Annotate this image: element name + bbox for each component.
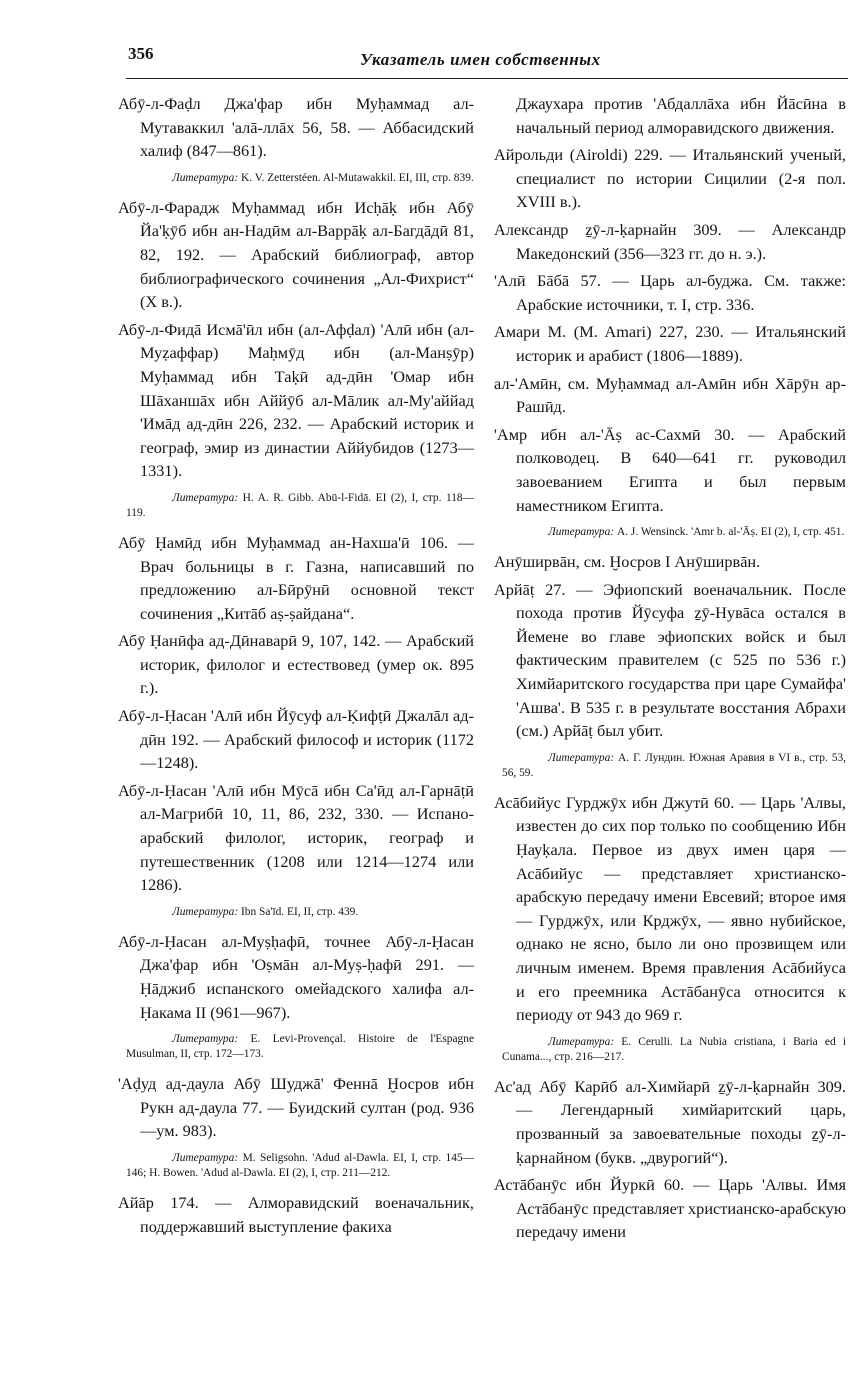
literature-text: E. Cerulli. La Nubia cristiana, i Baria ed i Cunama..., стр. 216—217. <box>502 1035 846 1063</box>
literature-label: Литература: <box>172 1151 239 1164</box>
literature-label: Литература: <box>548 1035 615 1048</box>
literature-label: Литература: <box>172 1033 239 1046</box>
index-entry: Арйāṭ 27. — Эфиопский военачальник. После похода против Йӯсуфа ẕӯ-Нувāса остался в Йемене во главе эфиопских войск и был фактическим правителем (с 525 по 536 г.) Химйаритского государства при царе Сумайфа' 'Ашва'. В 535 г. в результате восстания Абрахи (см.) Арйāṭ был убит. <box>494 579 846 741</box>
index-entry: Александр ẕӯ-л-ḳарнайн 309. — Александр Македонский (356—323 гг. до н. э.). <box>494 219 846 263</box>
index-entry: Абӯ Ḥанӣфа ад-Дӣнаварӣ 9, 107, 142. — Арабский историк, филолог и естествовед (умер ок. 895 г.). <box>118 631 474 698</box>
literature-label: Литература: <box>548 751 615 764</box>
literature-label: Литература: <box>548 526 615 539</box>
literature-label: Литература: <box>172 171 239 184</box>
index-entry: 'Амр ибн ал-'Āṣ ас-Сахмӣ 30. — Арабский полководец. В 640—641 гг. руководил завоеванием Египта и был первым наместником Египта. <box>494 424 846 515</box>
literature-text: E. Levi-Provençal. Histoire de l'Espagne Musulman, II, стр. 172—173. <box>126 1033 474 1061</box>
index-entry: Айāр 174. — Алморавидский военачальник, поддержавший выступление факиха <box>118 1192 474 1236</box>
index-entry: Абӯ-л-Фидā Исмā'ӣл ибн (ал-Афḍал) 'Алӣ ибн (ал-Муẓаффар) Маḥмӯд ибн (ал-Манṣӯр) Муḥаммад ибн Таḳӣ ад-дӣн 'Омар ибн Шāханшāх ибн Аййӯб ал-Мāлик ал-Му'аййад 'Имāд ад-дӣн 226, 232. — Арабский историк и географ, эмир из династии Аййубидов (1273—1331). <box>118 319 474 481</box>
literature-text: А. Г. Лундин. Южная Аравия в VI в., стр. 53, 56, 59. <box>502 751 846 779</box>
literature-label: Литература: <box>172 491 239 504</box>
literature-reference <box>118 171 474 186</box>
index-entry-continued: Джаухара против 'Абдаллāха ибн Йāсӣна в начальный период алморавидского движения. <box>516 94 846 137</box>
index-entry: ал-'Амӣн, см. Муḥаммад ал-Амӣн ибн Хāрӯн ар-Рашӣд. <box>494 373 846 417</box>
index-entry: Абӯ-л-Фаḍл Джа'фар ибн Муḥаммад ал-Мутаваккил 'алā-ллāх 56, 58. — Аббасидский халиф (847—861). <box>118 94 474 161</box>
index-entry: Абӯ-л-Ḥасан ал-Муṣḥафӣ, точнее Абӯ-л-Ḥасан Джа'фар ибн 'Оṣмāн ал-Муṣ-ḥафӣ 291. — Ḥāджиб испанского омейадского халифа ал-Ḥакама II (961—967). <box>118 931 474 1022</box>
index-entry: 'Аḍуд ад-даула Абӯ Шуджā' Феннā Ḫосров ибн Рукн ад-даула 77. — Буидский султан (род. 936—ум. 983). <box>118 1074 474 1141</box>
literature-reference <box>494 1035 846 1065</box>
index-entry: Ас'ад Абӯ Карӣб ал-Химйарӣ ẕӯ-л-ḳарнайн 309. — Легендарный химйаритский царь, прозванный за завоевательные походы ẕӯ-л-ḳарнайном (букв. „двурогий“). <box>494 1076 846 1167</box>
literature-reference <box>494 751 846 781</box>
index-entry: 'Алӣ Бāбā 57. — Царь ал-буджа. См. также: Арабские источники, т. I, стр. 336. <box>494 271 846 314</box>
index-entry: Абӯ-л-Фарадж Муḥаммад ибн Исḥāḳ ибн Абӯ Йа'ḳӯб ибн ан-Надӣм ал-Варрāḳ ал-Багдāдӣ 81, 82, 192. — Арабский библиограф, автор библиографического сочинения „Ал-Фихрист“ (X в.). <box>118 197 474 312</box>
index-entry: Астāбанӯс ибн Йуркӣ 60. — Царь 'Алвы. Имя Астāбанӯс представляет христианско-арабскую передачу имени <box>494 1175 846 1242</box>
index-entry: Анӯширвāн, см. Ḫосров I Анӯширвāн. <box>494 552 761 572</box>
literature-text: Ibn Sa'īd. EI, II, стр. 439. <box>238 905 359 918</box>
literature-text: A. J. Wensinck. 'Amr b. al-'Āṣ. EI (2), I, стр. 451. <box>614 526 845 539</box>
literature-text: H. A. R. Gibb. Abū-l-Fidā. EI (2), I, стр. 118—119. <box>126 491 474 519</box>
literature-reference <box>118 491 474 521</box>
literature-reference <box>494 525 846 540</box>
literature-reference <box>118 1032 474 1062</box>
literature-text: K. V. Zetterstéen. Al-Mutawakkil. EI, III, стр. 839. <box>238 171 474 184</box>
index-entry: Амари М. (M. Amari) 227, 230. — Итальянский историк и арабист (1806—1889). <box>494 322 846 365</box>
right-column <box>494 92 846 1248</box>
header-rule <box>126 78 848 79</box>
left-column <box>118 92 474 1242</box>
index-entry: Абӯ-л-Ḥасан 'Алӣ ибн Мӯсā ибн Са'ӣд ал-Гарнāṭӣ ал-Магрибӣ 10, 11, 86, 232, 330. — Испано-арабский филолог, историк, географ и путешественник (1208 или 1214—1274 или 1286). <box>118 780 474 895</box>
literature-reference <box>118 1151 474 1181</box>
literature-label: Литература: <box>172 905 239 918</box>
literature-text: M. Seligsohn. 'Adud al-Dawla. EI, I, стр. 145—146; H. Bowen. 'Adud al-Dawla. EI (2), I, стр. 211—212. <box>126 1151 474 1179</box>
index-entry: Айрольди (Airoldi) 229. — Итальянский ученый, специалист по истории Сицилии (2-я пол. XVIII в.). <box>494 145 846 212</box>
page-number: 356 <box>128 44 154 63</box>
index-entry: Абӯ Ḥамӣд ибн Муḥаммад ан-Нахша'ӣ 106. — Врач больницы в г. Газна, написавший по предложению ал-Бӣрӯнӣ основной текст сочинения „Китāб аṣ-ṣайдана“. <box>118 532 474 623</box>
literature-reference <box>118 905 474 920</box>
index-entry: Абӯ-л-Ḥасан 'Алӣ ибн Йӯсуф ал-Ḳифṭӣ Джалāл ад-дӣн 192. — Арабский философ и историк (1172—1248). <box>118 706 474 773</box>
index-entry: Асāбийус Гурджӯх ибн Джутӣ 60. — Царь 'Алвы, известен до сих пор только по сообщению Ибн Ḥауḳала. Первое из двух имен царя — Асāбийус — представляет христианско-арабскую передачу имени Евсевий; второе имя — Гурджӯх, или Крджӯх, — явно нубийское, однако не ясно, было ли оно прозвищем или личным именем. Время правления Асāбийуса и его преемника Астāбанӯса относится к периоду от 943 до 969 г. <box>494 792 846 1025</box>
running-title: Указатель имен собственных <box>360 50 601 69</box>
